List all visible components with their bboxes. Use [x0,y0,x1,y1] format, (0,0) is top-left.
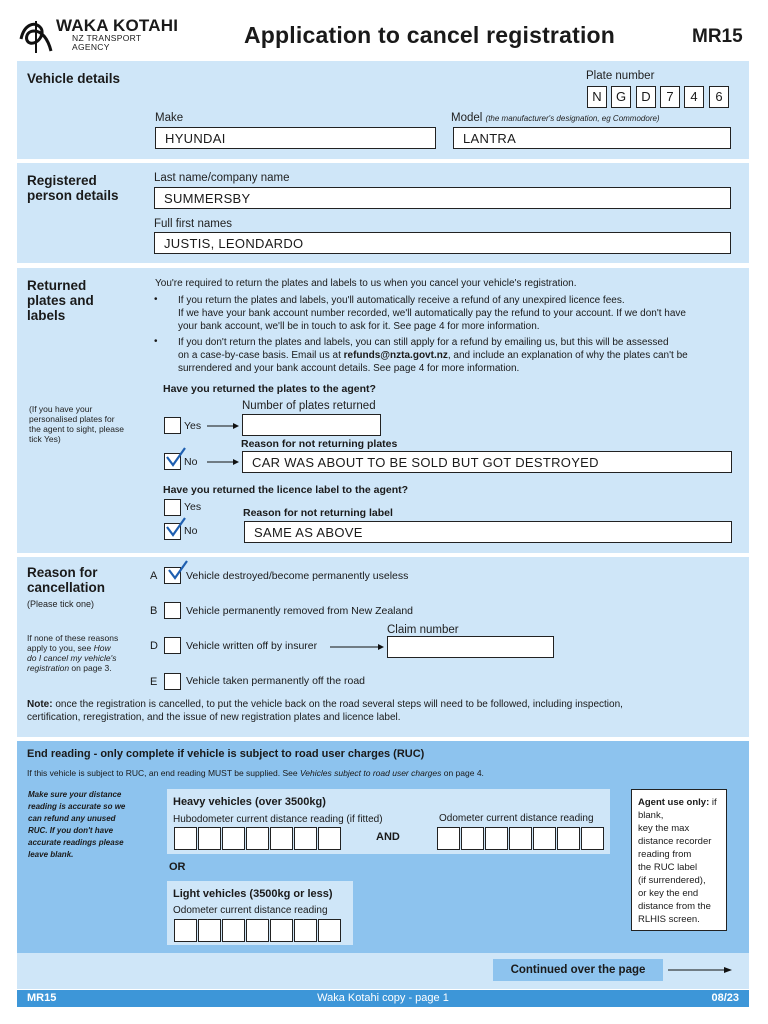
and-label: AND [376,831,400,843]
model-field[interactable]: LANTRA [453,127,731,149]
label-no-label: No [184,525,198,537]
odometer-digit[interactable] [509,827,532,850]
heavy-vehicles-title: Heavy vehicles (over 3500kg) [173,796,326,808]
light-odometer-label: Odometer current distance reading [173,905,328,916]
other-reasons-note [27,633,118,673]
last-name-label: Last name/company name [154,172,290,184]
ruc-subtitle-b: on page 4. [441,768,484,778]
make-field[interactable]: HYUNDAI [155,127,436,149]
header [0,0,768,60]
plates-yes-checkbox[interactable] [164,417,181,434]
logo-subtitle [72,34,141,52]
plate-char-6[interactable]: 6 [709,86,729,108]
light-odometer-digit[interactable] [246,919,269,942]
reason-label-field[interactable]: SAME AS ABOVE [244,521,732,543]
num-plates-label: Number of plates returned [242,400,376,412]
arrow-right-icon [207,421,241,431]
plates-no-label: No [184,456,198,468]
odometer-digit[interactable] [557,827,580,850]
option-d-checkbox[interactable] [164,637,181,654]
agent-line-1 [638,796,720,822]
odometer-digit[interactable] [485,827,508,850]
tick-one-note: (Please tick one) [27,599,95,609]
returned-plates-title [27,278,94,323]
light-odometer-digit[interactable] [318,919,341,942]
ruc-accuracy-note [28,789,125,861]
option-a-letter: A [150,570,158,582]
ruc-side-4: RUC. If you don't have [28,826,114,835]
agent-line-7: or key the end [638,888,699,899]
other-note-line-3: do I cancel my vehicle's [27,653,117,663]
option-e-text: Vehicle taken permanently off the road [186,675,366,687]
note-line-2: certification, reregistration, and the issue of new registration plates and licence label. [27,712,401,723]
bullet-1-line-1: If you return the plates and labels, you'll automatically receive a refund of any unexpired licence fees. [178,295,625,306]
continued-strip [17,953,749,989]
logo-sub-line-1: NZ TRANSPORT [72,33,142,43]
hubodometer-digit[interactable] [198,827,221,850]
ruc-side-6: leave blank. [28,850,74,859]
bullet-2 [178,336,688,375]
cancellation-note [27,698,623,724]
form-code: MR15 [692,26,743,47]
option-a-text: Vehicle destroyed/become permanently useless [186,570,409,582]
light-vehicles-title: Light vehicles (3500kg or less) [173,888,333,900]
vehicle-details-title: Vehicle details [27,71,121,86]
agent-bold: Agent use only: [638,797,710,808]
bullet-1 [178,294,686,333]
footer-version: 08/23 [711,992,739,1004]
question-label-returned: Have you returned the licence label to the agent? [163,484,409,496]
side-note-line-1: (If you have your [29,404,93,414]
plate-char-4[interactable]: 7 [660,86,680,108]
side-note-line-3: the agent to sight, please [29,424,124,434]
num-plates-field[interactable] [242,414,381,436]
first-names-field[interactable]: JUSTIS, LEONDARDO [154,232,731,254]
reason-title-line-1: Reason for [27,565,98,580]
reason-title [27,565,105,595]
ruc-subtitle-italic: Vehicles subject to road user charges [299,768,442,778]
hubodometer-digit[interactable] [246,827,269,850]
bullet-2-line-2b: , and include an explanation of why the plates can't be [447,350,688,361]
other-note-2i: How [93,643,111,653]
returned-plates-title-line-1: Returned [27,278,87,293]
make-label: Make [155,112,184,124]
hubodometer-digit[interactable] [222,827,245,850]
reason-section [17,557,749,737]
returned-plates-title-line-2: plates and [27,293,94,308]
option-d-text: Vehicle written off by insurer [186,640,318,652]
odometer-digit[interactable] [533,827,556,850]
light-odometer-digit[interactable] [198,919,221,942]
bullet-dot: • [154,336,158,347]
option-b-checkbox[interactable] [164,602,181,619]
agent-line-3: distance recorder [638,836,712,847]
label-yes-label: Yes [184,501,202,513]
other-note-line-1: If none of these reasons [27,633,119,643]
other-note-4b: on page 3. [69,663,112,673]
footer-form-code: MR15 [27,992,57,1004]
hubodometer-digit[interactable] [174,827,197,850]
bullet-2-line-1: If you don't return the plates and labels, you can still apply for a refund by emailing us, but this will be assessed [178,337,669,348]
light-odometer-digit[interactable] [222,919,245,942]
arrow-right-icon [207,457,241,467]
ruc-side-5: accurate readings please [28,838,124,847]
registered-person-title-line-2: person details [27,188,119,203]
reason-plates-field[interactable]: CAR WAS ABOUT TO BE SOLD BUT GOT DESTROYED [242,451,732,473]
model-note: (the manufacturer's designation, eg Commodore) [485,114,660,123]
agent-line-5: the RUC label [638,862,698,873]
ruc-section [17,741,749,989]
hubodometer-digit[interactable] [270,827,293,850]
ruc-subtitle [27,768,484,778]
ruc-subtitle-a: If this vehicle is subject to RUC, an end reading MUST be supplied. See [27,768,300,778]
note-bold: Note: [27,699,53,710]
plate-char-3[interactable]: D [636,86,656,108]
light-vehicles-panel [167,881,353,945]
arrow-right-icon [668,965,734,975]
bullet-2-line-2a: on a case-by-case basis. Email us at [178,350,344,361]
ruc-side-1: Make sure your distance [28,790,122,799]
light-odometer-digit[interactable] [270,919,293,942]
agent-line-9: RLHIS screen. [638,914,700,925]
bullet-1-line-3: your bank account, we'll be in touch to ask for it. See page 4 for more information. [178,321,540,332]
other-note-2a: apply to you, see [27,643,94,653]
waka-kotahi-logo-icon [18,17,54,55]
bullet-2-line-3: surrendered and your bank account details. See page 4 for more information. [178,363,520,374]
plate-char-5[interactable]: 4 [684,86,704,108]
reason-plates-label: Reason for not returning plates [241,438,398,450]
heavy-vehicles-panel [167,789,610,854]
returned-plates-section [17,268,749,553]
claim-number-field[interactable] [387,636,554,658]
other-note-line-4 [27,663,118,673]
refund-email-link[interactable]: refunds@nzta.govt.nz [343,350,448,361]
agent-line-1-text: if blank, [638,797,717,821]
plate-number-label: Plate number [586,70,655,82]
ruc-side-2: reading is accurate so we [28,802,126,811]
model-label-text: Model [451,112,483,124]
odometer-digit[interactable] [581,827,604,850]
logo-title: WAKA KOTAHI [56,16,179,35]
option-d-letter: D [150,640,158,652]
agent-line-6: (if surrendered), [638,875,706,886]
plates-yes-label: Yes [184,420,202,432]
other-note-4i: registration [27,663,70,673]
claim-number-label: Claim number [387,624,459,636]
reason-title-line-2: cancellation [27,580,106,595]
hubodometer-digit[interactable] [294,827,317,850]
odometer-label: Odometer current distance reading [439,813,594,824]
light-odometer-digit[interactable] [294,919,317,942]
ruc-title: End reading - only complete if vehicle is subject to road user charges (RUC) [27,748,425,760]
agent-use-box [631,789,727,931]
question-plates-returned: Have you returned the plates to the agent? [163,383,376,395]
side-note-line-4: tick Yes) [29,434,61,444]
logo-sub-line-2: AGENCY [72,42,110,52]
label-yes-checkbox[interactable] [164,499,181,516]
agent-line-4: reading from [638,849,692,860]
personalised-plates-note [29,404,124,444]
odometer-digit[interactable] [461,827,484,850]
option-b-text: Vehicle permanently removed from New Zealand [186,605,414,617]
note-line-1 [27,698,623,711]
vehicle-details-section [17,61,749,159]
hubodometer-label: Hubodometer current distance reading (if fitted) [173,814,383,825]
or-label: OR [169,861,186,873]
plate-char-1[interactable]: N [587,86,607,108]
plates-intro: You're required to return the plates and labels to us when you cancel your vehicle's registration. [155,278,577,289]
first-names-label: Full first names [154,218,232,230]
option-e-letter: E [150,676,158,688]
model-label [451,112,660,124]
last-name-field[interactable]: SUMMERSBY [154,187,731,209]
footer-bar [17,990,749,1007]
footer-copy-label: Waka Kotahi copy - page 1 [317,992,449,1004]
plate-char-2[interactable]: G [611,86,631,108]
page-title: Application to cancel registration [244,22,616,48]
returned-plates-title-line-3: labels [27,308,66,323]
agent-line-8: distance from the [638,901,711,912]
light-odometer-digit[interactable] [174,919,197,942]
registered-person-section [17,163,749,263]
option-b-letter: B [150,605,158,617]
ruc-side-3: can refund any unused [28,814,116,823]
arrow-right-icon [330,642,386,652]
registered-person-title [27,173,119,203]
registered-person-title-line-1: Registered [27,173,97,188]
agent-line-2: key the max [638,823,690,834]
hubodometer-digit[interactable] [318,827,341,850]
other-note-line-2 [27,643,118,653]
bullet-1-line-2: If we have your bank account number recorded, we'll automatically pay the refund to your account. If we don't have [178,308,686,319]
reason-label-label: Reason for not returning label [243,507,393,519]
side-note-line-2: personalised plates for [29,414,115,424]
odometer-digit[interactable] [437,827,460,850]
bullet-dot: • [154,294,158,305]
note-line-1-text: once the registration is cancelled, to put the vehicle back on the road several steps will need to be followed, including inspection, [52,699,623,710]
option-e-checkbox[interactable] [164,673,181,690]
continued-over-page: Continued over the page [493,959,663,981]
bullet-2-line-2 [178,349,688,362]
